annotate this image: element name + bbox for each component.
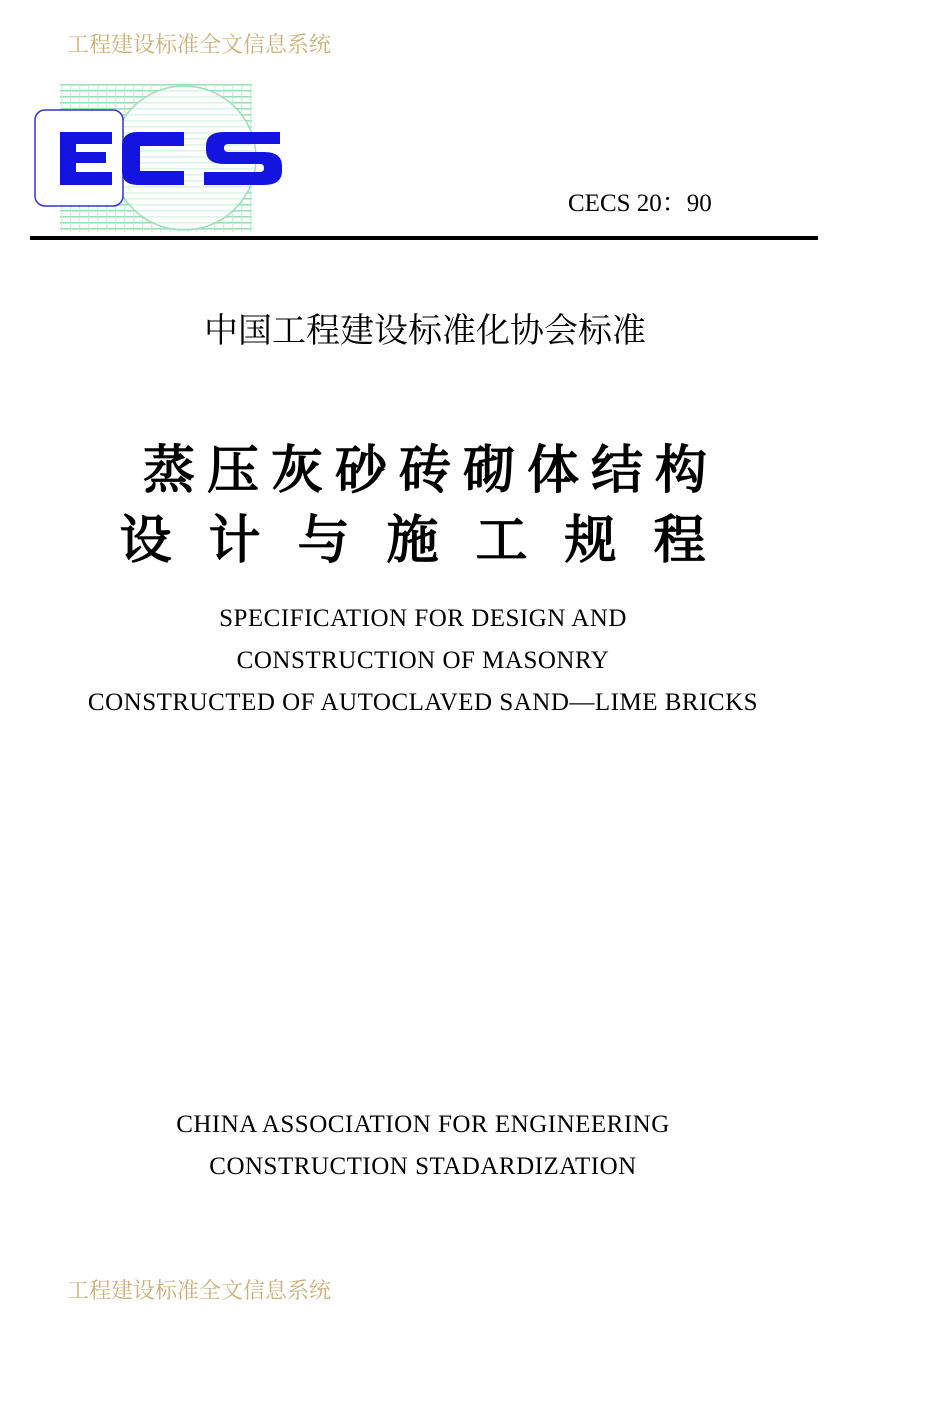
- ecs-logo-icon: [34, 84, 284, 234]
- header-divider: [30, 236, 818, 240]
- title-en-line1: SPECIFICATION FOR DESIGN AND: [219, 605, 627, 632]
- watermark-top: 工程建设标准全文信息系统: [67, 33, 332, 58]
- watermark-bottom: 工程建设标准全文信息系统: [67, 1279, 332, 1304]
- title-cn-line2: 设计与施工规程: [119, 511, 743, 571]
- association-name-en-line1: CHINA ASSOCIATION FOR ENGINEERING: [176, 1111, 670, 1138]
- association-name-cn: 中国工程建设标准化协会标准: [204, 311, 646, 351]
- title-en-line3: CONSTRUCTED OF AUTOCLAVED SAND—LIME BRICKS: [87, 689, 759, 716]
- association-name-en-line2: CONSTRUCTION STADARDIZATION: [209, 1153, 637, 1180]
- title-cn-line1: 蒸压灰砂砖砌体结构: [142, 441, 719, 501]
- standard-code: CECS 20：90: [568, 190, 712, 217]
- title-en-line2: CONSTRUCTION OF MASONRY: [236, 647, 610, 674]
